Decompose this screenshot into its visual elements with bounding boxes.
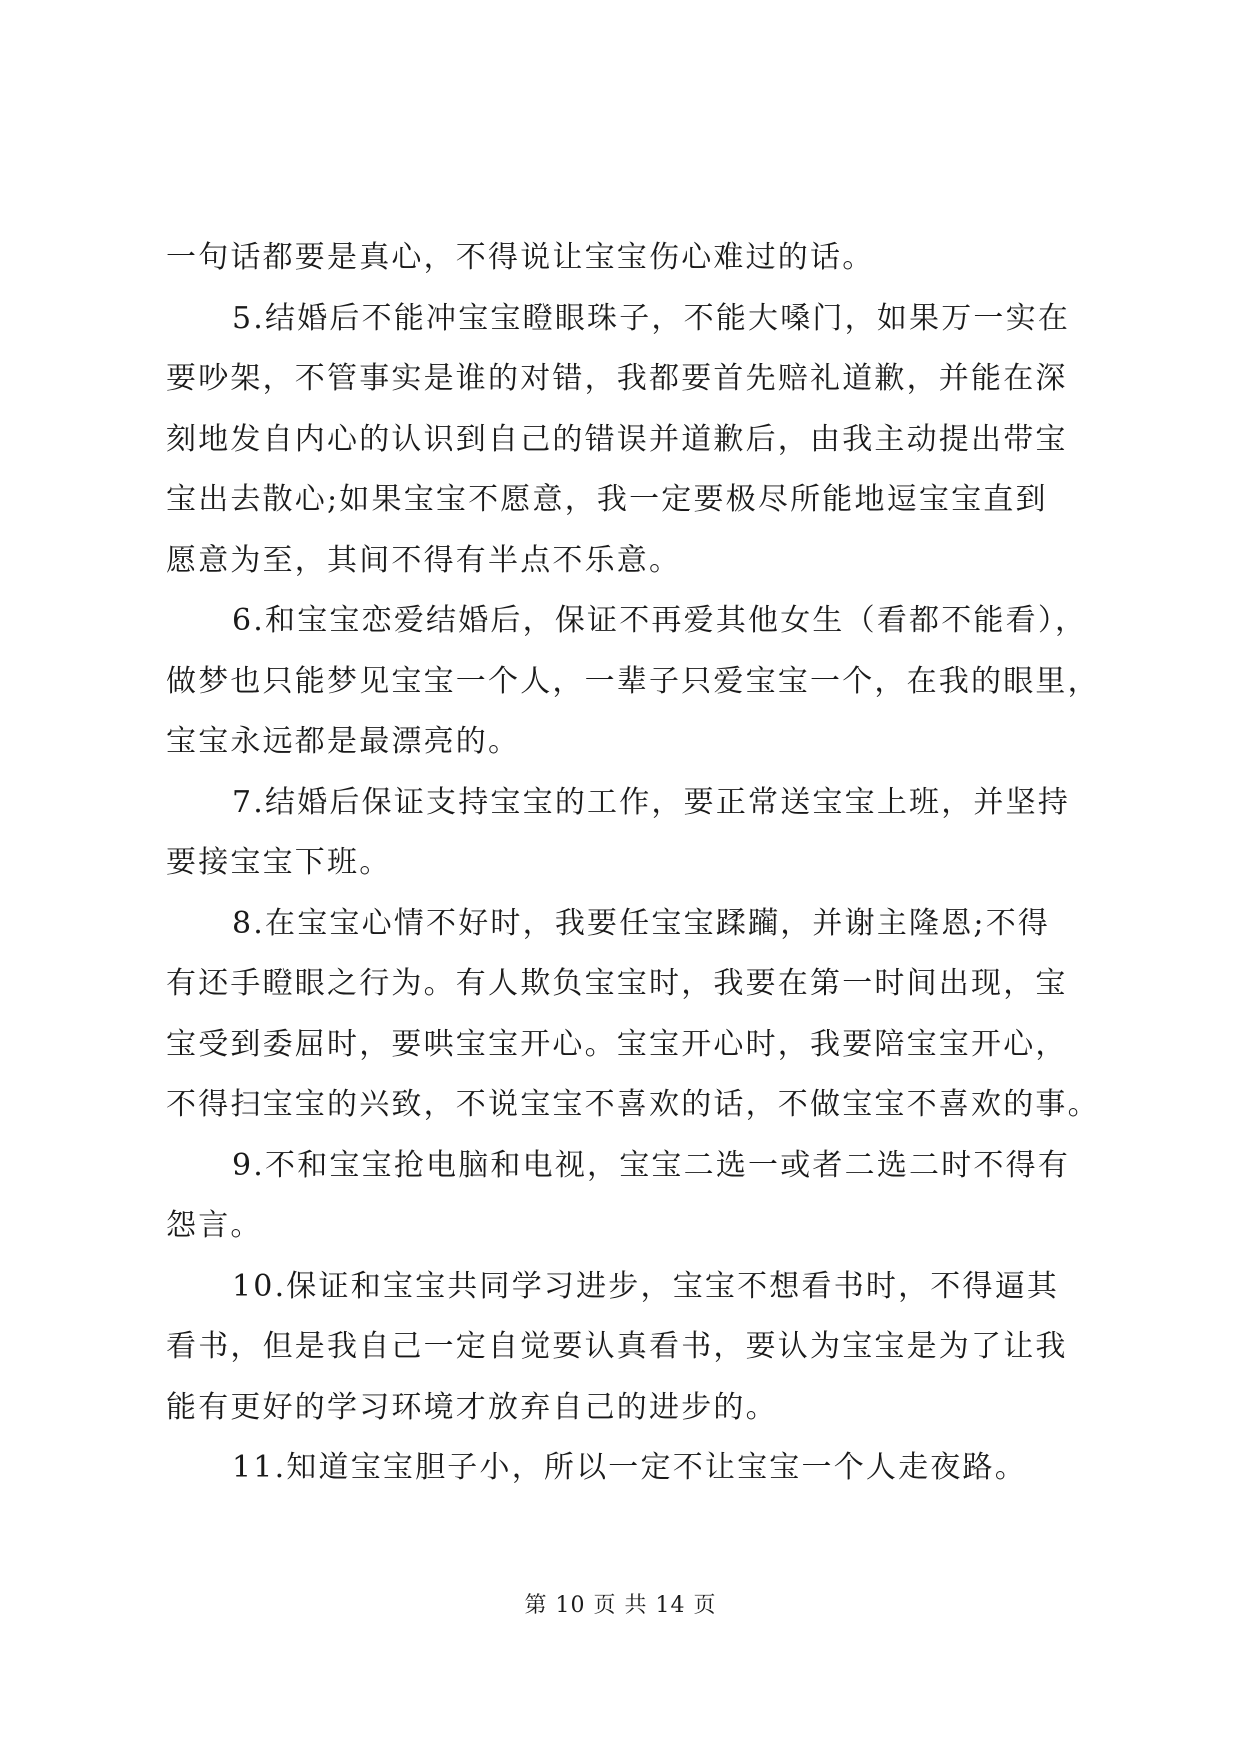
- text-line: 一句话都要是真心，不得说让宝宝伤心难过的话。: [166, 240, 875, 275]
- text-line: 9.不和宝宝抢电脑和电视，宝宝二选一或者二选二时不得有: [232, 1147, 1071, 1183]
- text-line: 看书，但是我自己一定自觉要认真看书，要认为宝宝是为了让我: [166, 1329, 1068, 1364]
- text-line: 有还手瞪眼之行为。有人欺负宝宝时，我要在第一时间出现，宝: [166, 966, 1068, 1001]
- page-number-footer: 第 10 页 共 14 页: [524, 1593, 717, 1618]
- text-line: 能有更好的学习环境才放弃自己的进步的。: [166, 1389, 778, 1425]
- text-line: 怨言。: [166, 1208, 263, 1243]
- text-line: 宝宝永远都是最漂亮的。: [166, 724, 521, 759]
- text-line: 7.结婚后保证支持宝宝的工作，要正常送宝宝上班，并坚持: [232, 784, 1071, 820]
- text-line: 8.在宝宝心情不好时，我要任宝宝蹂躏，并谢主隆恩;不得: [232, 905, 1051, 941]
- text-line: 宝出去散心;如果宝宝不愿意，我一定要极尽所能地逗宝宝直到: [166, 482, 1048, 517]
- text-line: 要吵架，不管事实是谁的对错，我都要首先赔礼道歉，并能在深: [166, 361, 1068, 396]
- text-line: 愿意为至，其间不得有半点不乐意。: [166, 542, 682, 578]
- text-line: 不得扫宝宝的兴致，不说宝宝不喜欢的话，不做宝宝不喜欢的事。: [166, 1087, 1100, 1122]
- text-line: 5.结婚后不能冲宝宝瞪眼珠子，不能大嗓门，如果万一实在: [232, 300, 1071, 336]
- text-line: 11.知道宝宝胆子小，所以一定不让宝宝一个人走夜路。: [232, 1450, 1027, 1485]
- text-line: 宝受到委屈时，要哄宝宝开心。宝宝开心时，我要陪宝宝开心，: [166, 1026, 1068, 1062]
- document-body: [166, 228, 1100, 1499]
- text-line: 要接宝宝下班。: [166, 845, 392, 880]
- text-line: 做梦也只能梦见宝宝一个人，一辈子只爱宝宝一个，在我的眼里，: [166, 663, 1100, 699]
- text-line: 刻地发自内心的认识到自己的错误并道歉后，由我主动提出带宝: [166, 421, 1068, 457]
- text-line: 6.和宝宝恋爱结婚后，保证不再爱其他女生（看都不能看），: [232, 603, 1088, 638]
- text-line: 10.保证和宝宝共同学习进步，宝宝不想看书时，不得逼其: [232, 1268, 1060, 1304]
